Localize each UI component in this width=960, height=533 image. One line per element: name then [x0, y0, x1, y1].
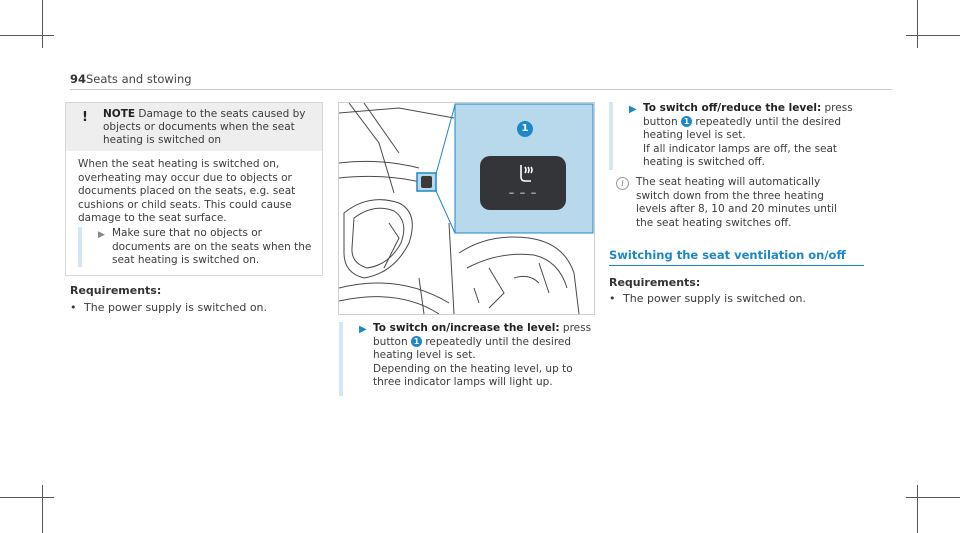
- note-body: When the seat heating is switched on, overheating may occur due to objects or documents placed on the seats, e.g. seat cushions or child seats. This could cause damage to the seat surface.: [78, 158, 296, 224]
- step-switch-on: [339, 322, 595, 396]
- step-text: press button: [643, 102, 853, 128]
- section-header-title: Seats and stowing: [86, 72, 192, 86]
- crop-mark: [42, 485, 43, 533]
- note-title-text: Damage to the seats caused by objects or documents when the seat heating is switched on: [103, 108, 306, 146]
- crop-mark: [917, 0, 918, 48]
- figure-seat-heating-button: [338, 102, 595, 315]
- step-text: press button: [373, 322, 592, 348]
- header-divider: [70, 89, 892, 90]
- section-title-ventilation: Switching the seat ventilation on/off: [609, 248, 846, 262]
- requirement-text: The power supply is switched on.: [84, 301, 268, 314]
- note-step: [78, 227, 316, 267]
- crop-mark: [906, 35, 960, 36]
- bullet-icon: •: [70, 301, 77, 314]
- heating-level-indicator: – – –: [508, 186, 538, 199]
- crop-mark: [0, 35, 54, 36]
- crop-mark: [906, 497, 960, 498]
- step-switch-off-label: To switch off/reduce the level:: [643, 102, 822, 114]
- note-title: [103, 108, 313, 147]
- step-switch-on-text: [373, 322, 595, 390]
- step-arrow-icon: ▶: [98, 230, 105, 240]
- info-icon: i: [616, 177, 629, 190]
- info-text: The seat heating will automatically switch down from the three heating levels after 8, 10 and 20 minutes until the seat heating switches off.: [636, 176, 837, 229]
- step-text: repeatedly until the desired heating level is set.: [643, 115, 842, 141]
- crop-mark: [917, 485, 918, 533]
- step-switch-off: [609, 102, 865, 170]
- step-text: repeatedly until the desired heating level is set.: [373, 335, 572, 361]
- warning-icon: !: [82, 110, 88, 125]
- step-arrow-icon: ▶: [629, 104, 637, 115]
- step-arrow-icon: ▶: [359, 324, 367, 335]
- step-extra-text: If all indicator lamps are off, the seat heating is switched off.: [643, 142, 838, 168]
- cockpit-illustration: [339, 103, 594, 314]
- requirements-title: Requirements:: [70, 284, 162, 297]
- crop-mark: [0, 497, 54, 498]
- note-label: NOTE: [103, 108, 136, 120]
- section-title-underline: [609, 265, 864, 266]
- step-switch-off-text: [643, 102, 865, 170]
- bullet-icon: •: [609, 292, 616, 305]
- requirement-text: The power supply is switched on.: [623, 292, 807, 305]
- requirements-title: Requirements:: [609, 276, 701, 289]
- note-step-text: Make sure that no objects or documents are on the seats when the seat heating is switched on.: [112, 227, 312, 266]
- step-switch-on-label: To switch on/increase the level:: [373, 322, 560, 334]
- note-box: [65, 102, 323, 276]
- crop-mark: [42, 0, 43, 48]
- callout-badge: 1: [411, 336, 422, 347]
- figure-callout-number: 1: [521, 123, 529, 134]
- note-header: [66, 103, 322, 151]
- seat-heating-button: [480, 156, 566, 210]
- step-extra-text: Depending on the heating level, up to three indicator lamps will light up.: [373, 362, 573, 388]
- page-number: 94: [70, 72, 87, 86]
- callout-badge: 1: [681, 116, 692, 127]
